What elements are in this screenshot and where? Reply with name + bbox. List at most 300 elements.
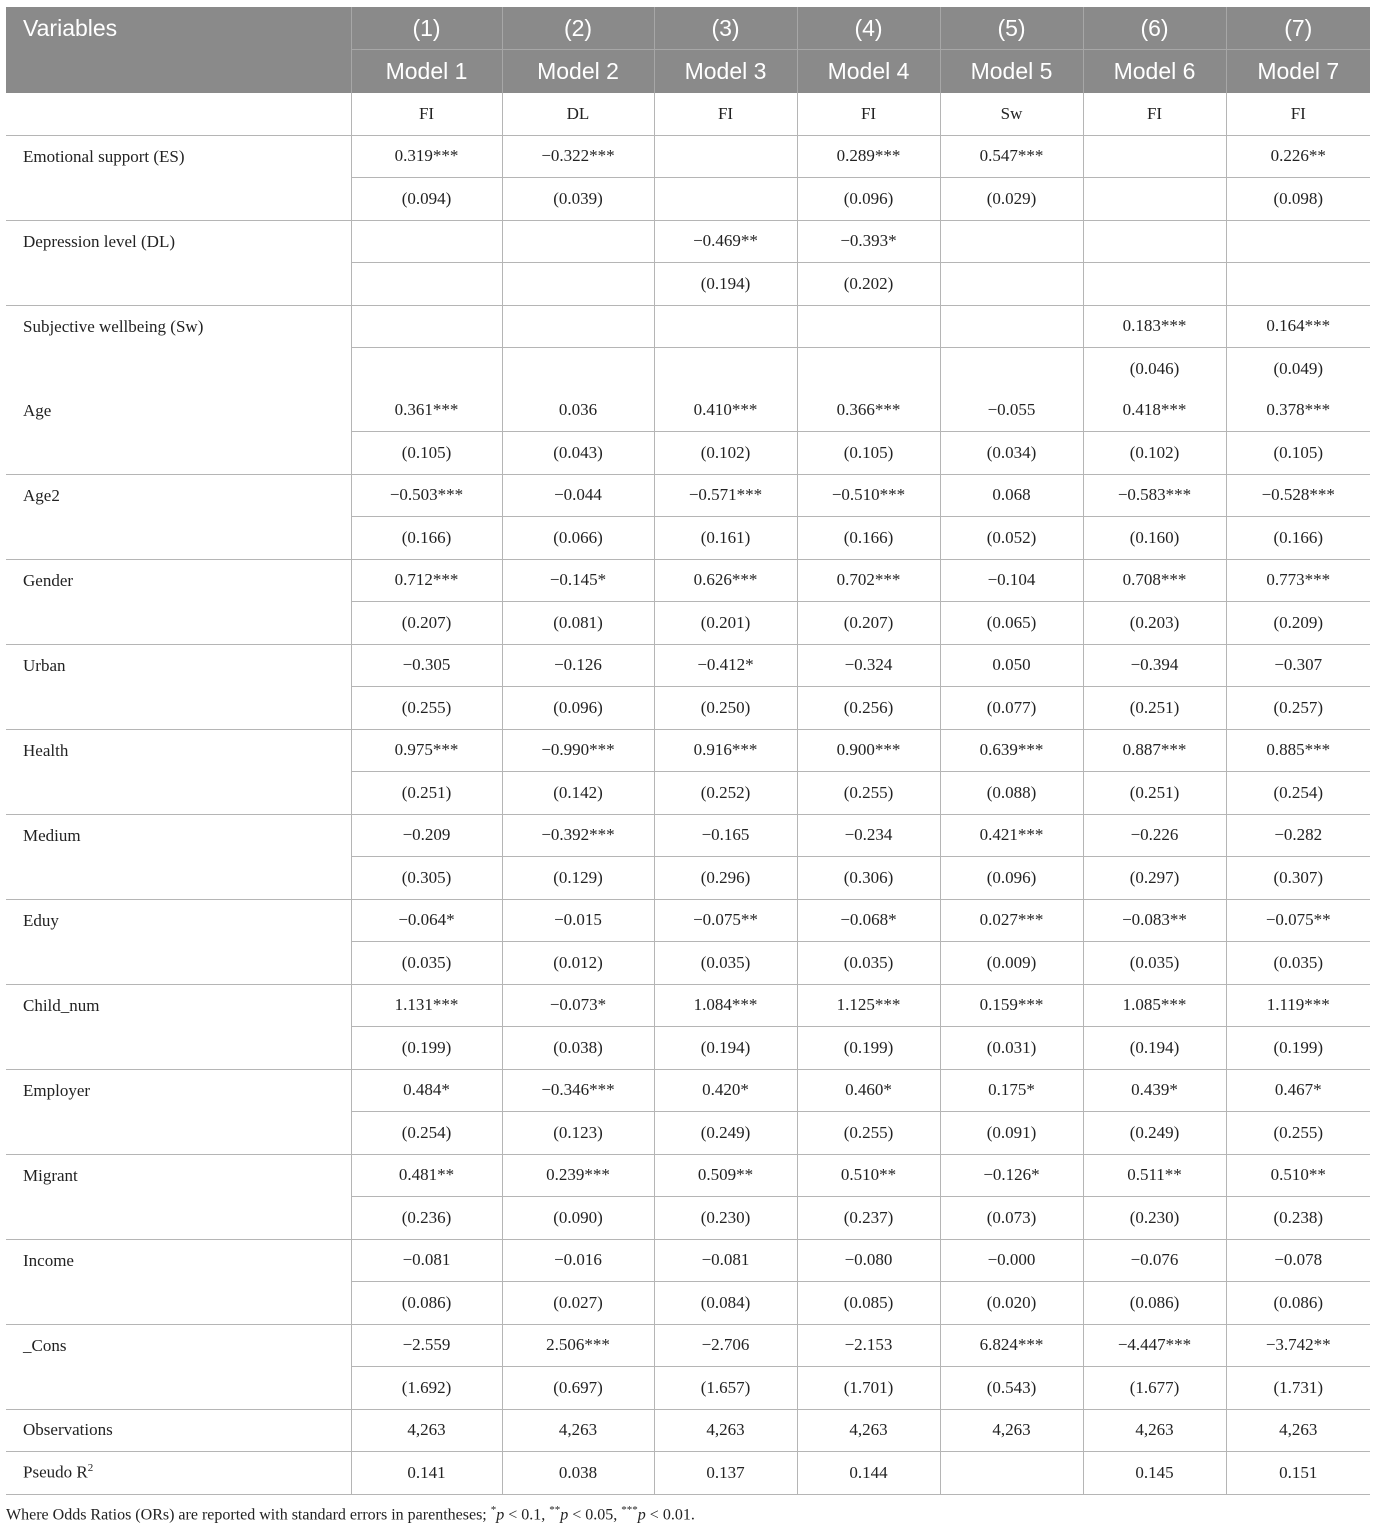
coef-cell <box>502 220 654 263</box>
coef-cell: 0.439* <box>1083 1069 1226 1112</box>
pseudo-r2-text: Pseudo R <box>23 1463 88 1483</box>
variable-label: Employer <box>6 1069 351 1154</box>
table-row <box>6 135 1370 178</box>
se-cell: (0.203) <box>1083 602 1226 645</box>
se-cell: (0.250) <box>654 687 797 730</box>
col-number: (6) <box>1083 7 1226 50</box>
note-star: ** <box>549 1504 561 1516</box>
se-cell: (0.090) <box>502 1197 654 1240</box>
coef-cell: 0.420* <box>654 1069 797 1112</box>
coef-cell: 0.159*** <box>940 984 1083 1027</box>
table-row <box>6 1239 1370 1282</box>
note-p: p <box>560 1506 569 1524</box>
coef-cell: 0.509** <box>654 1154 797 1197</box>
se-cell: (0.194) <box>1083 1027 1226 1070</box>
coef-cell: −0.073* <box>502 984 654 1027</box>
coef-cell: −0.075** <box>654 899 797 942</box>
variable-label: Emotional support (ES) <box>6 135 351 220</box>
table-row <box>6 644 1370 687</box>
outcome-row <box>6 93 1370 135</box>
se-cell: (0.043) <box>502 432 654 475</box>
coef-cell <box>502 305 654 348</box>
table-row <box>6 559 1370 602</box>
se-cell: (1.657) <box>654 1367 797 1410</box>
variables-header: Variables <box>6 7 351 50</box>
variables-header-blank <box>6 50 351 94</box>
se-cell: (0.249) <box>1083 1112 1226 1155</box>
coef-cell: 0.175* <box>940 1069 1083 1112</box>
variable-label: Medium <box>6 814 351 899</box>
model-name: Model 4 <box>797 50 940 94</box>
coef-cell: −0.324 <box>797 644 940 687</box>
coef-cell: −0.282 <box>1226 814 1370 857</box>
coef-cell: −2.706 <box>654 1324 797 1367</box>
note-text: Where Odds Ratios (ORs) are reported with standard errors in parentheses; <box>6 1506 491 1524</box>
coef-cell: 0.510** <box>1226 1154 1370 1197</box>
model-name: Model 3 <box>654 50 797 94</box>
se-cell <box>940 348 1083 390</box>
col-number: (5) <box>940 7 1083 50</box>
coef-cell: −0.145* <box>502 559 654 602</box>
table-body <box>6 93 1370 1494</box>
se-cell: (0.035) <box>654 942 797 985</box>
coef-cell: 0.239*** <box>502 1154 654 1197</box>
model-name: Model 7 <box>1226 50 1370 94</box>
col-number: (7) <box>1226 7 1370 50</box>
observations-cell: 4,263 <box>1083 1409 1226 1452</box>
se-cell: (0.230) <box>1083 1197 1226 1240</box>
coef-cell: 0.708*** <box>1083 559 1226 602</box>
coef-cell: −0.393* <box>797 220 940 263</box>
coef-cell: 0.887*** <box>1083 729 1226 772</box>
coef-cell: −0.394 <box>1083 644 1226 687</box>
coef-cell: 0.378*** <box>1226 390 1370 432</box>
coef-cell: −0.209 <box>351 814 502 857</box>
se-cell: (0.543) <box>940 1367 1083 1410</box>
se-cell: (0.202) <box>797 263 940 306</box>
table-row <box>6 984 1370 1027</box>
se-cell: (0.199) <box>797 1027 940 1070</box>
se-cell: (0.129) <box>502 857 654 900</box>
table-footnote <box>6 1504 695 1524</box>
se-cell: (0.166) <box>797 517 940 560</box>
se-cell: (0.305) <box>351 857 502 900</box>
se-cell: (0.297) <box>1083 857 1226 900</box>
variable-label: Child_num <box>6 984 351 1069</box>
se-cell: (0.094) <box>351 178 502 221</box>
coef-cell: 0.366*** <box>797 390 940 432</box>
table-row <box>6 814 1370 857</box>
coef-cell: 2.506*** <box>502 1324 654 1367</box>
col-number: (1) <box>351 7 502 50</box>
coef-cell: −0.044 <box>502 474 654 517</box>
se-cell <box>1083 263 1226 306</box>
observations-label: Observations <box>6 1409 351 1452</box>
pseudo-r2-cell: 0.038 <box>502 1452 654 1495</box>
se-cell: (0.035) <box>1083 942 1226 985</box>
variable-label: Income <box>6 1239 351 1324</box>
col-number: (2) <box>502 7 654 50</box>
coef-cell: 6.824*** <box>940 1324 1083 1367</box>
se-cell: (0.251) <box>1083 687 1226 730</box>
se-cell: (0.086) <box>1083 1282 1226 1325</box>
se-cell: (0.257) <box>1226 687 1370 730</box>
se-cell: (0.255) <box>797 1112 940 1155</box>
outcome-cell: FI <box>654 93 797 135</box>
outcome-cell: DL <box>502 93 654 135</box>
se-cell: (0.035) <box>797 942 940 985</box>
coef-cell: −0.412* <box>654 644 797 687</box>
se-cell: (0.096) <box>797 178 940 221</box>
coef-cell: −0.510*** <box>797 474 940 517</box>
note-star: * <box>490 1504 497 1516</box>
table-row <box>6 474 1370 517</box>
coef-cell: 0.702*** <box>797 559 940 602</box>
coef-cell: 0.639*** <box>940 729 1083 772</box>
note-text: < 0.1, <box>504 1506 550 1524</box>
outcome-label-blank <box>6 93 351 135</box>
coef-cell <box>1083 220 1226 263</box>
coef-cell: −0.080 <box>797 1239 940 1282</box>
se-cell: (0.255) <box>797 772 940 815</box>
coef-cell: 0.900*** <box>797 729 940 772</box>
se-cell: (0.123) <box>502 1112 654 1155</box>
coef-cell: −0.081 <box>351 1239 502 1282</box>
coef-cell: 0.068 <box>940 474 1083 517</box>
coef-cell: −0.016 <box>502 1239 654 1282</box>
table-row <box>6 1154 1370 1197</box>
se-cell: (0.031) <box>940 1027 1083 1070</box>
variable-label: Depression level (DL) <box>6 220 351 305</box>
table-row <box>6 305 1370 348</box>
se-cell: (0.085) <box>797 1282 940 1325</box>
table-row <box>6 1069 1370 1112</box>
se-cell: (0.254) <box>351 1112 502 1155</box>
se-cell: (0.306) <box>797 857 940 900</box>
coef-cell: −0.076 <box>1083 1239 1226 1282</box>
coef-cell: 0.916*** <box>654 729 797 772</box>
se-cell: (0.020) <box>940 1282 1083 1325</box>
coef-cell <box>1083 135 1226 178</box>
table-row <box>6 1324 1370 1367</box>
observations-row <box>6 1409 1370 1452</box>
se-cell: (0.098) <box>1226 178 1370 221</box>
observations-cell: 4,263 <box>1226 1409 1370 1452</box>
header-row-models <box>6 50 1370 94</box>
coef-cell: −0.165 <box>654 814 797 857</box>
col-number: (3) <box>654 7 797 50</box>
coef-cell: 0.361*** <box>351 390 502 432</box>
variable-label: Age2 <box>6 474 351 559</box>
se-cell: (0.066) <box>502 517 654 560</box>
se-cell: (0.027) <box>502 1282 654 1325</box>
se-cell: (0.046) <box>1083 348 1226 390</box>
variable-label: Subjective wellbeing (Sw) <box>6 305 351 390</box>
se-cell: (0.255) <box>351 687 502 730</box>
se-cell: (0.209) <box>1226 602 1370 645</box>
se-cell: (0.086) <box>351 1282 502 1325</box>
coef-cell: −0.126 <box>502 644 654 687</box>
outcome-cell: FI <box>1083 93 1226 135</box>
coef-cell: −0.126* <box>940 1154 1083 1197</box>
coef-cell: 0.050 <box>940 644 1083 687</box>
coef-cell: −0.305 <box>351 644 502 687</box>
coef-cell: 1.131*** <box>351 984 502 1027</box>
se-cell: (0.166) <box>351 517 502 560</box>
coef-cell <box>654 135 797 178</box>
se-cell: (0.088) <box>940 772 1083 815</box>
observations-cell: 4,263 <box>351 1409 502 1452</box>
se-cell: (0.207) <box>797 602 940 645</box>
coef-cell: 0.467* <box>1226 1069 1370 1112</box>
se-cell: (0.296) <box>654 857 797 900</box>
outcome-cell: FI <box>351 93 502 135</box>
coef-cell: 0.626*** <box>654 559 797 602</box>
coef-cell: −0.469** <box>654 220 797 263</box>
coef-cell: 1.119*** <box>1226 984 1370 1027</box>
coef-cell: −0.583*** <box>1083 474 1226 517</box>
table-row <box>6 220 1370 263</box>
se-cell: (0.256) <box>797 687 940 730</box>
variable-label: Eduy <box>6 899 351 984</box>
se-cell: (0.065) <box>940 602 1083 645</box>
coef-cell: −0.990*** <box>502 729 654 772</box>
se-cell: (1.692) <box>351 1367 502 1410</box>
note-p: p <box>496 1506 505 1524</box>
se-cell: (0.255) <box>1226 1112 1370 1155</box>
coef-cell: −0.571*** <box>654 474 797 517</box>
coef-cell: 0.421*** <box>940 814 1083 857</box>
pseudo-r2-cell <box>940 1452 1083 1495</box>
se-cell: (0.049) <box>1273 358 1324 378</box>
observations-cell: 4,263 <box>940 1409 1083 1452</box>
outcome-cell: FI <box>797 93 940 135</box>
observations-cell: 4,263 <box>654 1409 797 1452</box>
se-cell: (0.034) <box>940 432 1083 475</box>
se-cell: (0.105) <box>797 432 940 475</box>
coef-cell: −0.346*** <box>502 1069 654 1112</box>
coef-cell: −0.064* <box>351 899 502 942</box>
se-cell: (0.249) <box>654 1112 797 1155</box>
se-cell: (1.677) <box>1083 1367 1226 1410</box>
coef-cell <box>351 220 502 263</box>
se-cell <box>1083 178 1226 221</box>
se-cell: (1.701) <box>797 1367 940 1410</box>
variable-label: Urban <box>6 644 351 729</box>
coef-cell: 0.712*** <box>351 559 502 602</box>
variable-label: Gender <box>6 559 351 644</box>
coef-cell: −0.015 <box>502 899 654 942</box>
coef-cell: 0.547*** <box>940 135 1083 178</box>
se-cell: (0.251) <box>351 772 502 815</box>
observations-cell: 4,263 <box>502 1409 654 1452</box>
coef-cell <box>654 305 797 348</box>
se-cell: (0.254) <box>1226 772 1370 815</box>
se-cell <box>351 263 502 306</box>
se-cell: (0.077) <box>940 687 1083 730</box>
outcome-cell: Sw <box>940 93 1083 135</box>
se-cell: (0.096) <box>940 857 1083 900</box>
se-cell: (0.237) <box>797 1197 940 1240</box>
note-text: < 0.01. <box>645 1506 695 1524</box>
coef-cell: 0.289*** <box>797 135 940 178</box>
model-name: Model 1 <box>351 50 502 94</box>
se-cell <box>654 178 797 221</box>
coef-cell <box>797 305 940 348</box>
se-cell: (0.697) <box>502 1367 654 1410</box>
se-cell <box>797 348 940 390</box>
se-cell: (0.105) <box>351 432 502 475</box>
se-cell: (0.052) <box>940 517 1083 560</box>
coef-cell: 0.484* <box>351 1069 502 1112</box>
coef-cell <box>940 305 1083 348</box>
coef-cell: 0.510** <box>797 1154 940 1197</box>
table-row <box>6 729 1370 772</box>
observations-cell: 4,263 <box>797 1409 940 1452</box>
coef-cell: −0.055 <box>940 390 1083 432</box>
coef-cell: −0.104 <box>940 559 1083 602</box>
se-cell: (0.251) <box>1083 772 1226 815</box>
se-cell: (0.199) <box>1226 1027 1370 1070</box>
coef-cell: 0.183*** <box>1083 305 1226 348</box>
outcome-cell: FI <box>1226 93 1370 135</box>
pseudo-r2-label <box>6 1452 351 1495</box>
coef-cell <box>1226 220 1370 263</box>
se-cell <box>502 348 654 390</box>
se-cell: (0.084) <box>654 1282 797 1325</box>
coef-cell: −0.322*** <box>502 135 654 178</box>
model-name: Model 2 <box>502 50 654 94</box>
table-row <box>6 390 1370 432</box>
table-header <box>6 7 1370 93</box>
se-cell: (0.238) <box>1226 1197 1370 1240</box>
variable-label: _Cons <box>6 1324 351 1409</box>
se-cell: (0.194) <box>654 263 797 306</box>
coef-cell: 0.410*** <box>654 390 797 432</box>
regression-table <box>6 7 1370 1495</box>
coef-cell: 0.226** <box>1226 135 1370 178</box>
coef-cell: −0.503*** <box>351 474 502 517</box>
col-number: (4) <box>797 7 940 50</box>
coef-cell: 0.418*** <box>1083 390 1226 432</box>
se-cell: (0.035) <box>1226 942 1370 985</box>
se-cell: (0.160) <box>1083 517 1226 560</box>
se-cell <box>351 348 502 390</box>
se-cell: (0.201) <box>654 602 797 645</box>
pseudo-r2-cell: 0.144 <box>797 1452 940 1495</box>
coef-cell: 0.511** <box>1083 1154 1226 1197</box>
note-text: < 0.05, <box>568 1506 622 1524</box>
se-cell <box>654 348 797 390</box>
se-cell <box>1226 263 1370 306</box>
se-cell: (1.731) <box>1226 1367 1370 1410</box>
se-cell: (0.102) <box>1083 432 1226 475</box>
coef-cell: 0.027*** <box>940 899 1083 942</box>
se-cell: (0.105) <box>1226 432 1370 475</box>
coef-cell: −0.075** <box>1226 899 1370 942</box>
coef-cell: 1.085*** <box>1083 984 1226 1027</box>
variable-label: Age <box>6 390 351 475</box>
coef-cell: 0.481** <box>351 1154 502 1197</box>
coef-cell: 0.773*** <box>1226 559 1370 602</box>
se-cell: (0.012) <box>502 942 654 985</box>
se-cell: (0.081) <box>502 602 654 645</box>
coef-cell: −0.307 <box>1226 644 1370 687</box>
coef-cell: −0.234 <box>797 814 940 857</box>
coef-cell: −0.083** <box>1083 899 1226 942</box>
coef-cell: −0.226 <box>1083 814 1226 857</box>
coef-cell: −2.153 <box>797 1324 940 1367</box>
se-cell: (0.039) <box>502 178 654 221</box>
se-cell: (0.230) <box>654 1197 797 1240</box>
model-name: Model 5 <box>940 50 1083 94</box>
se-cell: (0.166) <box>1226 517 1370 560</box>
coef-cell: 0.460* <box>797 1069 940 1112</box>
coef-cell <box>351 305 502 348</box>
se-cell: (0.161) <box>654 517 797 560</box>
coef-cell: −0.081 <box>654 1239 797 1282</box>
model-name: Model 6 <box>1083 50 1226 94</box>
se-cell: (0.035) <box>351 942 502 985</box>
pseudo-r2-cell: 0.137 <box>654 1452 797 1495</box>
se-cell: (0.086) <box>1226 1282 1370 1325</box>
se-cell: (0.207) <box>351 602 502 645</box>
coef-cell: 0.975*** <box>351 729 502 772</box>
se-cell: (0.252) <box>654 772 797 815</box>
coef-cell: −2.559 <box>351 1324 502 1367</box>
coef-cell <box>940 220 1083 263</box>
coef-cell: −0.528*** <box>1226 474 1370 517</box>
pseudo-r2-cell: 0.141 <box>351 1452 502 1495</box>
se-cell: (0.142) <box>502 772 654 815</box>
variable-label: Migrant <box>6 1154 351 1239</box>
coef-cell: 0.885*** <box>1226 729 1370 772</box>
se-cell: (0.096) <box>502 687 654 730</box>
variable-label: Health <box>6 729 351 814</box>
coef-cell: −0.000 <box>940 1239 1083 1282</box>
header-row-numbers <box>6 7 1370 50</box>
coef-cell: −3.742** <box>1226 1324 1370 1367</box>
coef-cell: 0.164*** <box>1226 305 1370 348</box>
coef-cell: 0.036 <box>502 390 654 432</box>
se-cell: (0.236) <box>351 1197 502 1240</box>
se-cell: (0.029) <box>940 178 1083 221</box>
se-cell: (0.038) <box>502 1027 654 1070</box>
se-cell <box>940 263 1083 306</box>
coef-cell: 1.125*** <box>797 984 940 1027</box>
se-cell: (0.102) <box>654 432 797 475</box>
se-cell: (0.073) <box>940 1197 1083 1240</box>
pseudo-r2-row <box>6 1452 1370 1495</box>
pseudo-r2-superscript: 2 <box>87 1462 94 1475</box>
pseudo-r2-cell: 0.151 <box>1226 1452 1370 1495</box>
coef-cell: −0.078 <box>1226 1239 1370 1282</box>
note-star: *** <box>621 1504 638 1516</box>
se-cell: (0.199) <box>351 1027 502 1070</box>
se-cell: (0.091) <box>940 1112 1083 1155</box>
coef-cell: −4.447*** <box>1083 1324 1226 1367</box>
pseudo-r2-cell: 0.145 <box>1083 1452 1226 1495</box>
coef-cell: −0.068* <box>797 899 940 942</box>
coef-cell: 1.084*** <box>654 984 797 1027</box>
se-cell: (0.307) <box>1226 857 1370 900</box>
se-cell: (0.009) <box>940 942 1083 985</box>
se-cell <box>502 263 654 306</box>
note-p: p <box>637 1506 646 1524</box>
coef-cell: 0.319*** <box>351 135 502 178</box>
se-cell: (0.194) <box>654 1027 797 1070</box>
table-row <box>6 899 1370 942</box>
